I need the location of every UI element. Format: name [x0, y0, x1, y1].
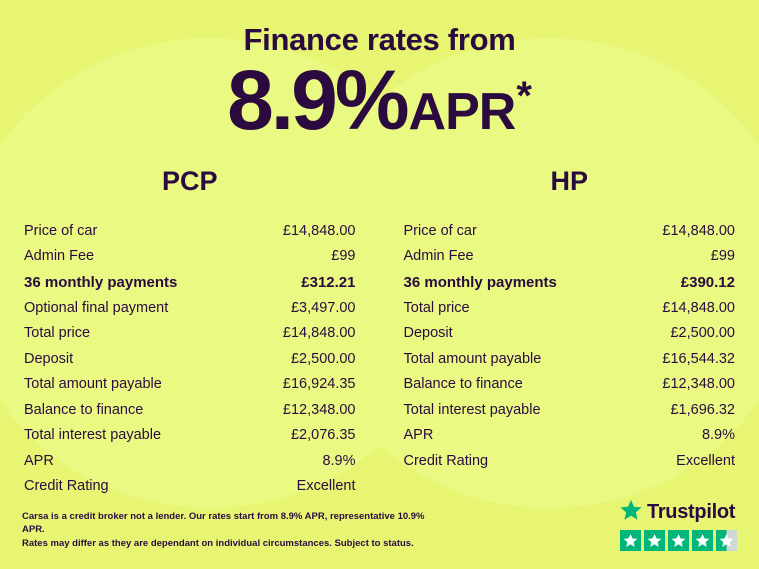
row-label: Admin Fee	[403, 248, 474, 265]
row-label: 36 monthly payments	[24, 273, 178, 291]
rate-display	[0, 53, 759, 147]
finance-comparison	[0, 166, 759, 499]
row-value: £14,848.00	[282, 222, 356, 239]
disclaimer-line-1: Carsa is a credit broker not a lender. Our rates start from 8.9% APR, representative 10.9% APR.	[22, 510, 425, 536]
table-row	[24, 244, 356, 270]
table-row	[24, 423, 356, 449]
row-value: 8.9%	[701, 427, 735, 444]
row-label: Deposit	[403, 325, 453, 342]
trustpilot-logo	[620, 499, 735, 526]
table-row	[404, 397, 736, 423]
trustpilot-stars	[620, 530, 737, 551]
table-row	[404, 372, 736, 398]
table-row	[404, 295, 736, 321]
star-icon	[692, 530, 713, 551]
hp-table	[404, 218, 736, 474]
row-label: Credit Rating	[24, 478, 109, 495]
star-icon	[620, 530, 641, 551]
rate-asterisk: *	[516, 74, 532, 118]
table-row	[24, 372, 356, 398]
row-value: £99	[331, 248, 356, 265]
row-value: £14,848.00	[662, 299, 735, 316]
star-half-icon	[716, 530, 737, 551]
page-title: Finance rates from	[243, 22, 516, 57]
table-row	[24, 474, 356, 500]
row-value: £12,348.00	[662, 376, 735, 393]
trustpilot-wordmark: Trustpilot	[647, 501, 736, 523]
row-label: Balance to finance	[403, 376, 523, 393]
row-label: Total interest payable	[403, 401, 541, 418]
table-row	[404, 218, 736, 244]
table-row	[24, 218, 356, 244]
row-value: £99	[710, 248, 735, 265]
star-icon	[644, 530, 665, 551]
disclaimer-line-2: Rates may differ as they are dependant on individual circumstances. Subject to status.	[22, 538, 414, 550]
row-label: 36 monthly payments	[403, 273, 557, 291]
row-value: Excellent	[296, 478, 356, 495]
row-label: Admin Fee	[24, 248, 95, 265]
row-label: Deposit	[24, 350, 74, 367]
row-value: £14,848.00	[282, 325, 356, 342]
row-label: Total price	[24, 325, 91, 342]
row-label: Total price	[403, 299, 470, 316]
star-icon	[668, 530, 689, 551]
table-row	[24, 346, 356, 372]
disclaimer-text	[22, 510, 442, 551]
row-value: £2,500.00	[290, 350, 356, 367]
row-label: Price of car	[24, 222, 98, 239]
table-row	[404, 321, 736, 347]
table-row	[404, 423, 736, 449]
row-label: APR	[403, 427, 434, 444]
finance-column-hp	[380, 166, 759, 499]
rate-percent: 8.9%	[227, 53, 407, 147]
row-value: £1,696.32	[670, 401, 735, 418]
table-row	[404, 346, 736, 372]
row-label: Optional final payment	[24, 299, 169, 316]
row-value: £390.12	[680, 273, 735, 291]
row-label: Total interest payable	[24, 427, 162, 444]
rate-apr-label: APR	[408, 83, 516, 141]
table-row	[404, 448, 736, 474]
row-value: £3,497.00	[290, 299, 356, 316]
row-value: £16,544.32	[662, 350, 735, 367]
row-value: £16,924.35	[282, 376, 356, 393]
row-label: Credit Rating	[403, 452, 489, 469]
row-value: £2,076.35	[290, 427, 356, 444]
row-value: £2,500.00	[670, 325, 735, 342]
row-value: 8.9%	[322, 452, 356, 469]
pcp-table	[24, 218, 356, 499]
row-label: Total amount payable	[403, 350, 542, 367]
table-row	[404, 244, 736, 270]
finance-column-pcp	[0, 166, 380, 499]
table-row-highlight	[24, 269, 356, 295]
row-label: Balance to finance	[24, 401, 144, 418]
footer	[0, 499, 759, 569]
row-label: APR	[24, 452, 54, 469]
row-value: £14,848.00	[662, 222, 735, 239]
trustpilot-rating	[620, 499, 737, 551]
trustpilot-star-icon	[620, 499, 642, 526]
table-row-highlight	[404, 269, 736, 295]
row-value: £312.21	[301, 273, 356, 291]
row-value: Excellent	[676, 452, 735, 469]
row-label: Price of car	[403, 222, 477, 239]
row-value: £12,348.00	[282, 401, 356, 418]
table-row	[24, 295, 356, 321]
column-title-hp: HP	[550, 166, 588, 197]
table-row	[24, 397, 356, 423]
column-title-pcp: PCP	[161, 166, 218, 197]
table-row	[24, 321, 356, 347]
table-row	[24, 448, 356, 474]
row-label: Total amount payable	[24, 376, 162, 393]
